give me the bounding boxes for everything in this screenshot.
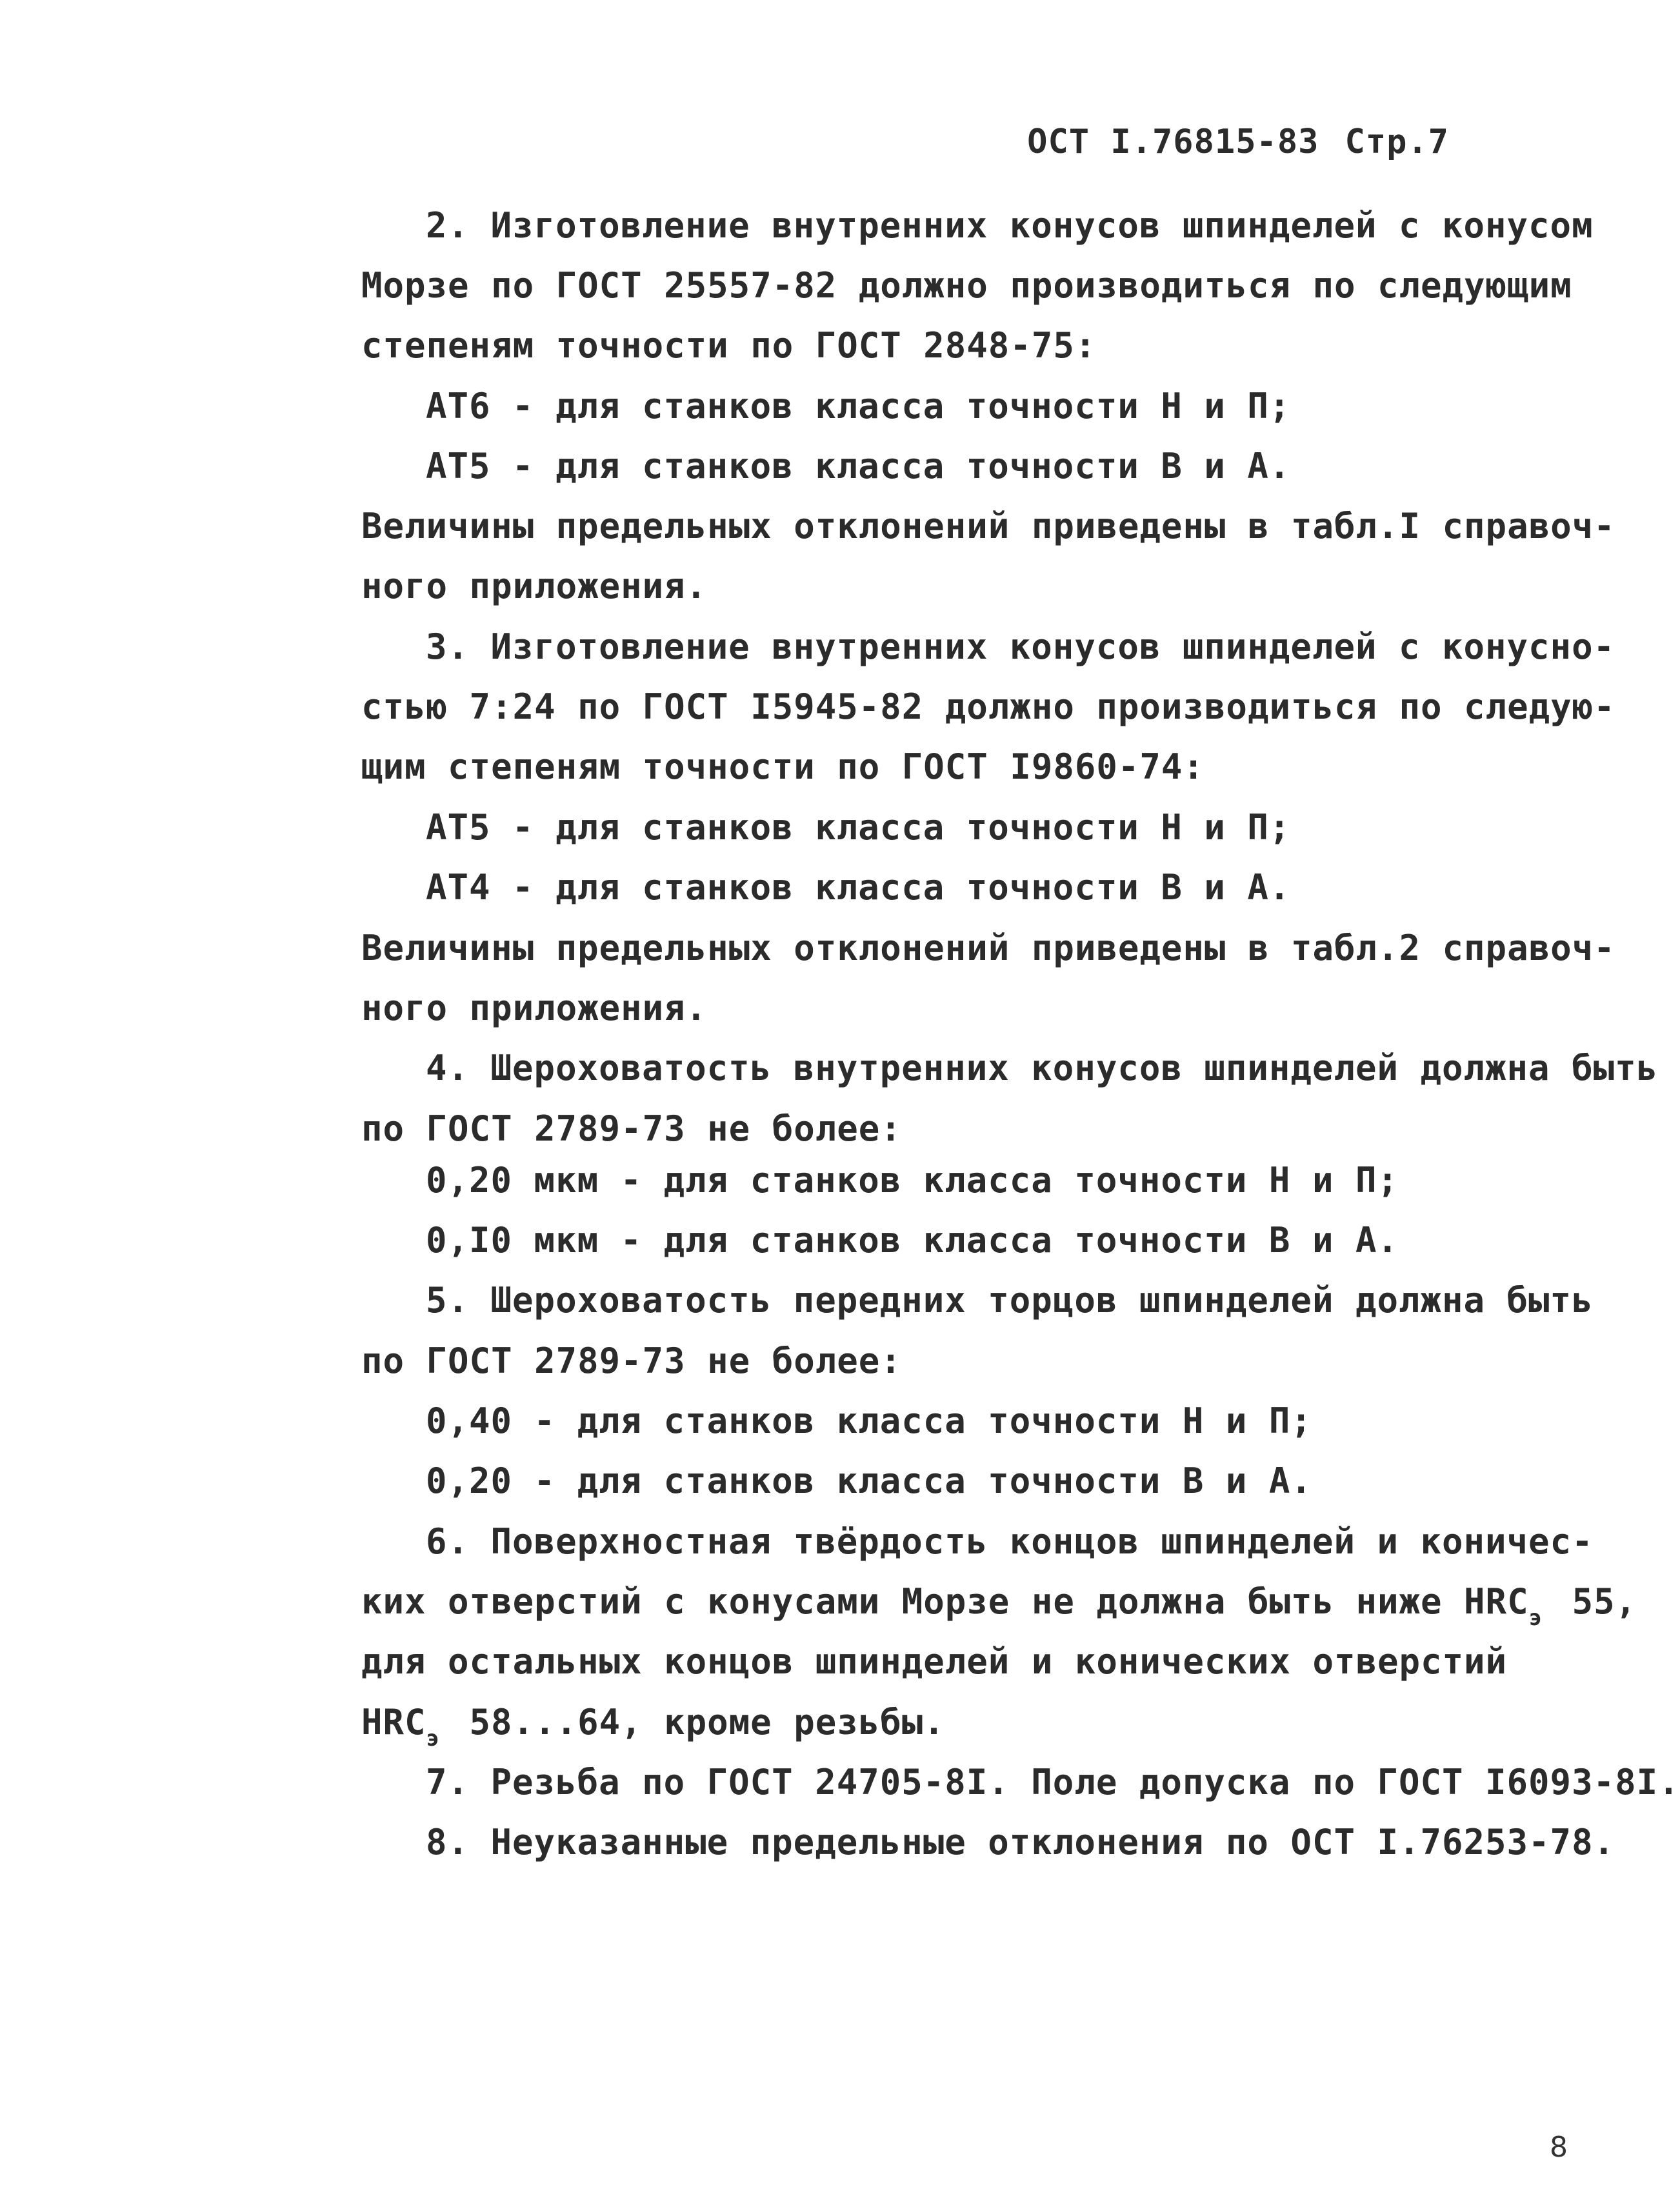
- text-line: Морзе по ГОСТ 25557-82 должно производиться по следующим: [361, 265, 1572, 306]
- text-line: 5. Шероховатость передних торцов шпинделей должна быть: [426, 1280, 1594, 1321]
- text-line: 0,20 мкм - для станков класса точности Н и П;: [426, 1160, 1399, 1201]
- text-line: 6. Поверхностная твёрдость концов шпинделей и коничес-: [426, 1521, 1594, 1562]
- text-line: АТ6 - для станков класса точности Н и П;: [426, 386, 1291, 426]
- text-line-hrc-2: [361, 1702, 945, 1752]
- subscript: э: [426, 1726, 441, 1752]
- page-header: [1027, 123, 1449, 161]
- text-line: 4. Шероховатость внутренних конусов шпинделей должна быть: [426, 1048, 1659, 1088]
- text-line: 0,I0 мкм - для станков класса точности В и А.: [426, 1220, 1399, 1261]
- text-line: Величины предельных отклонений приведены в табл.2 справоч-: [361, 928, 1615, 968]
- text-line: по ГОСТ 2789-73 не более:: [361, 1341, 902, 1381]
- text-fragment: 55,: [1550, 1581, 1637, 1622]
- text-line: щим степеням точности по ГОСТ I9860-74:: [361, 746, 1205, 787]
- page-label: Стр.7: [1345, 123, 1449, 161]
- text-line: стью 7:24 по ГОСТ I5945-82 должно производиться по следую-: [361, 686, 1615, 727]
- text-line: 7. Резьба по ГОСТ 24705-8I. Поле допуска по ГОСТ I6093-8I.: [426, 1762, 1680, 1802]
- text-line: ного приложения.: [361, 566, 708, 606]
- text-line: 2. Изготовление внутренних конусов шпинделей с конусом: [426, 205, 1594, 246]
- text-line: по ГОСТ 2789-73 не более:: [361, 1108, 902, 1149]
- text-line: ного приложения.: [361, 988, 708, 1028]
- text-line: степеням точности по ГОСТ 2848-75:: [361, 325, 1097, 366]
- text-fragment: ких отверстий с конусами Морзе не должна быть ниже HRC: [361, 1581, 1529, 1622]
- text-line: АТ5 - для станков класса точности Н и П;: [426, 807, 1291, 848]
- text-line: АТ4 - для станков класса точности В и А.: [426, 867, 1291, 908]
- text-line: для остальных концов шпинделей и конических отверстий: [361, 1641, 1508, 1682]
- text-line: Величины предельных отклонений приведены в табл.I справоч-: [361, 506, 1615, 546]
- text-line: 0,40 - для станков класса точности Н и П;: [426, 1401, 1312, 1441]
- scan-page-number: 8: [1550, 2131, 1568, 2164]
- text-fragment: HRC: [361, 1702, 426, 1742]
- text-line: 3. Изготовление внутренних конусов шпинделей с конусно-: [426, 626, 1615, 667]
- text-line-hrc-1: [361, 1581, 1637, 1631]
- text-line: 8. Неуказанные предельные отклонения по ОСТ I.76253-78.: [426, 1822, 1615, 1862]
- document-code: ОСТ I.76815-83: [1027, 123, 1319, 161]
- subscript: э: [1528, 1605, 1543, 1631]
- text-line: 0,20 - для станков класса точности В и А.: [426, 1461, 1312, 1501]
- text-line: АТ5 - для станков класса точности В и А.: [426, 446, 1291, 486]
- text-fragment: 58...64, кроме резьбы.: [448, 1702, 945, 1742]
